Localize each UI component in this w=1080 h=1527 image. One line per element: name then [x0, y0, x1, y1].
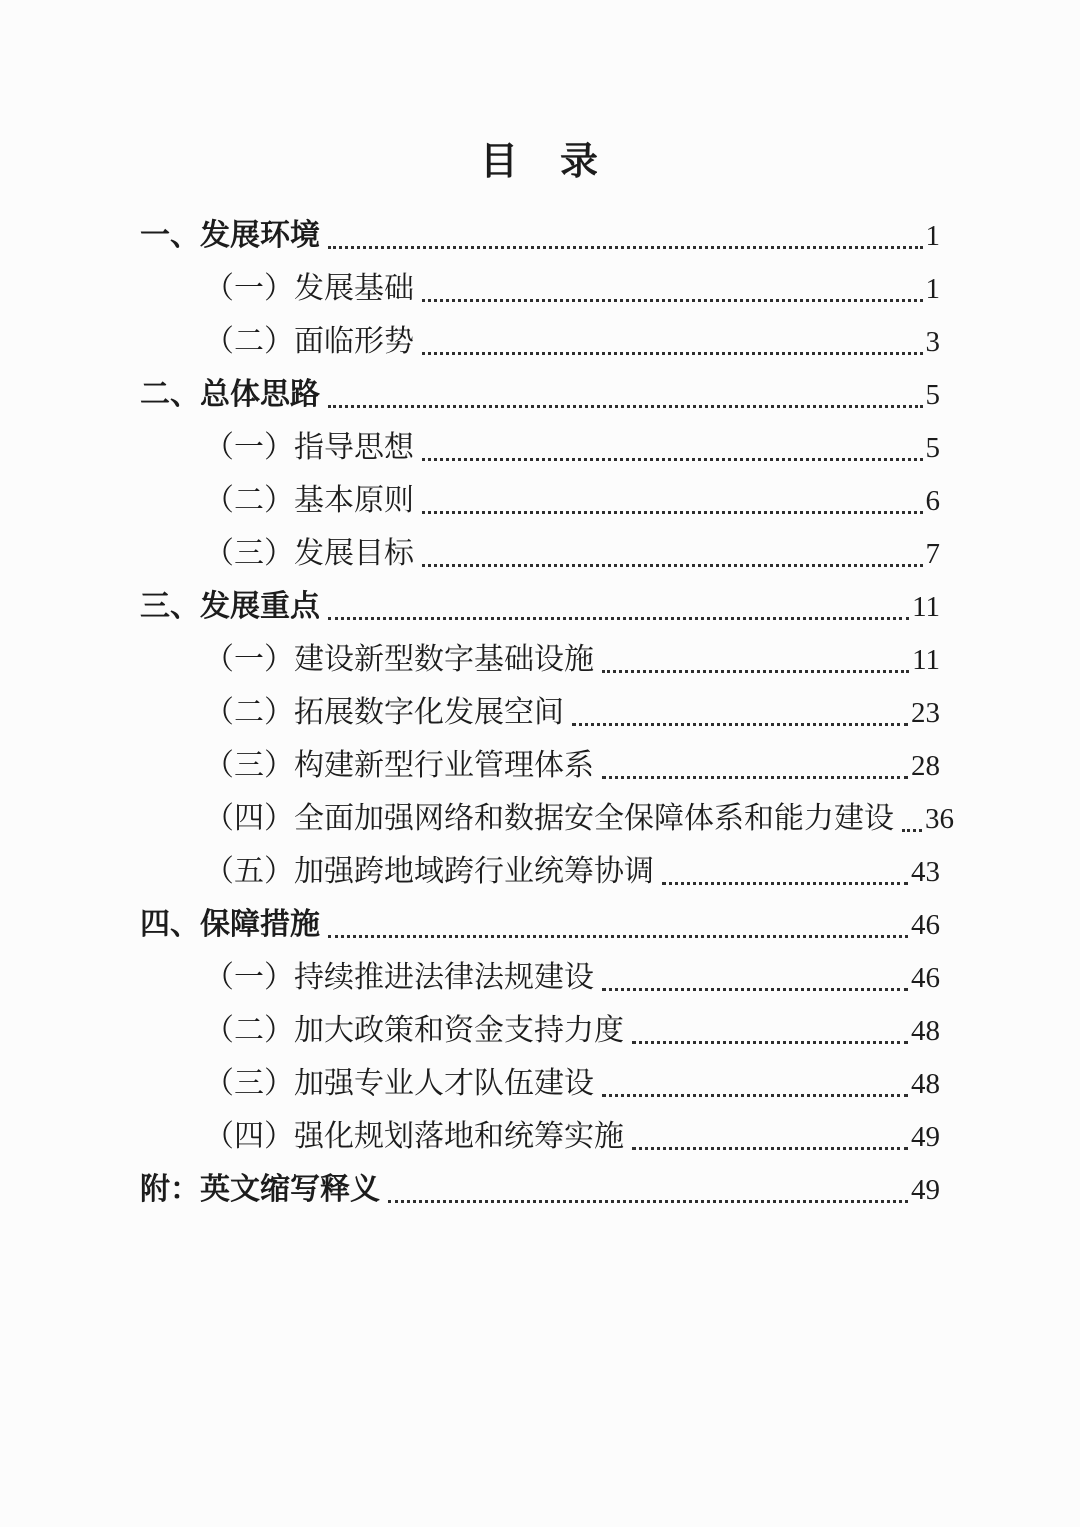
toc-entry	[140, 1057, 940, 1110]
toc-entry-page-number: 48	[911, 1068, 940, 1100]
toc-entry	[140, 527, 940, 580]
toc-entry-page-number: 46	[911, 909, 940, 941]
toc-entry-label: 附：英文缩写释义	[140, 1173, 380, 1206]
toc-entry-label: （二）加大政策和资金支持力度	[204, 1014, 624, 1047]
toc-entry-page-number: 5	[925, 379, 940, 411]
toc-entry-page-number: 5	[925, 432, 940, 464]
toc-entry-page-number: 3	[925, 326, 940, 358]
toc-entry-page-number: 46	[911, 962, 940, 994]
toc-entry-label: （四）全面加强网络和数据安全保障体系和能力建设	[204, 802, 894, 835]
toc-entry-page-number: 48	[911, 1015, 940, 1047]
toc-entry-label: 一、发展环境	[140, 219, 320, 252]
dot-leader	[422, 299, 923, 302]
toc-entry	[140, 1110, 940, 1163]
toc-entry	[140, 1004, 940, 1057]
dot-leader	[422, 352, 923, 355]
dot-leader	[602, 1094, 908, 1097]
dot-leader	[422, 511, 923, 514]
dot-leader	[632, 1147, 908, 1150]
toc-entry-label: （一）持续推进法律法规建设	[204, 961, 594, 994]
toc-list	[140, 209, 954, 1216]
dot-leader	[328, 405, 923, 408]
toc-entry	[140, 474, 940, 527]
toc-entry-label: （三）加强专业人才队伍建设	[204, 1067, 594, 1100]
dot-leader	[602, 988, 908, 991]
toc-entry-label: （二）面临形势	[204, 325, 414, 358]
toc-entry-page-number: 49	[911, 1121, 940, 1153]
toc-entry-label: （一）发展基础	[204, 272, 414, 305]
toc-entry-label: （二）基本原则	[204, 484, 414, 517]
dot-leader	[662, 882, 908, 885]
toc-entry	[140, 739, 940, 792]
toc-entry-label: （四）强化规划落地和统筹实施	[204, 1120, 624, 1153]
page-title: 目 录	[479, 141, 600, 183]
toc-entry-label: 四、保障措施	[140, 908, 320, 941]
toc-entry-page-number: 11	[912, 591, 940, 623]
toc-entry-label: （五）加强跨地域跨行业统筹协调	[204, 855, 654, 888]
toc-entry-page-number: 43	[911, 856, 940, 888]
dot-leader	[602, 670, 909, 673]
dot-leader	[388, 1200, 908, 1203]
toc-entry-page-number: 49	[911, 1174, 940, 1206]
toc-entry	[140, 845, 940, 898]
dot-leader	[632, 1041, 908, 1044]
toc-entry-page-number: 36	[925, 803, 954, 835]
toc-entry-label: （三）发展目标	[204, 537, 414, 570]
toc-entry-page-number: 6	[925, 485, 940, 517]
toc-entry	[140, 421, 940, 474]
toc-entry	[140, 1163, 940, 1216]
toc-entry-page-number: 1	[925, 220, 940, 252]
toc-entry-page-number: 23	[911, 697, 940, 729]
toc-entry	[140, 686, 940, 739]
toc-entry-page-number: 7	[925, 538, 940, 570]
dot-leader	[328, 935, 908, 938]
toc-entry	[140, 580, 940, 633]
toc-entry	[140, 209, 940, 262]
toc-entry	[140, 792, 954, 845]
toc-entry-page-number: 11	[912, 644, 940, 676]
dot-leader	[328, 246, 923, 249]
dot-leader	[902, 829, 922, 832]
toc-entry-page-number: 28	[911, 750, 940, 782]
toc-entry	[140, 951, 940, 1004]
dot-leader	[572, 723, 908, 726]
toc-entry	[140, 315, 940, 368]
toc-entry-label: （一）指导思想	[204, 431, 414, 464]
toc-entry	[140, 262, 940, 315]
toc-entry	[140, 368, 940, 421]
dot-leader	[422, 564, 923, 567]
toc-entry-label: （三）构建新型行业管理体系	[204, 749, 594, 782]
dot-leader	[422, 458, 923, 461]
toc-entry	[140, 633, 940, 686]
toc-entry-page-number: 1	[925, 273, 940, 305]
toc-entry-label: 二、总体思路	[140, 378, 320, 411]
toc-entry-label: （二）拓展数字化发展空间	[204, 696, 564, 729]
toc-entry-label: （一）建设新型数字基础设施	[204, 643, 594, 676]
dot-leader	[602, 776, 908, 779]
dot-leader	[328, 617, 909, 620]
toc-entry-label: 三、发展重点	[140, 590, 320, 623]
toc-entry	[140, 898, 940, 951]
